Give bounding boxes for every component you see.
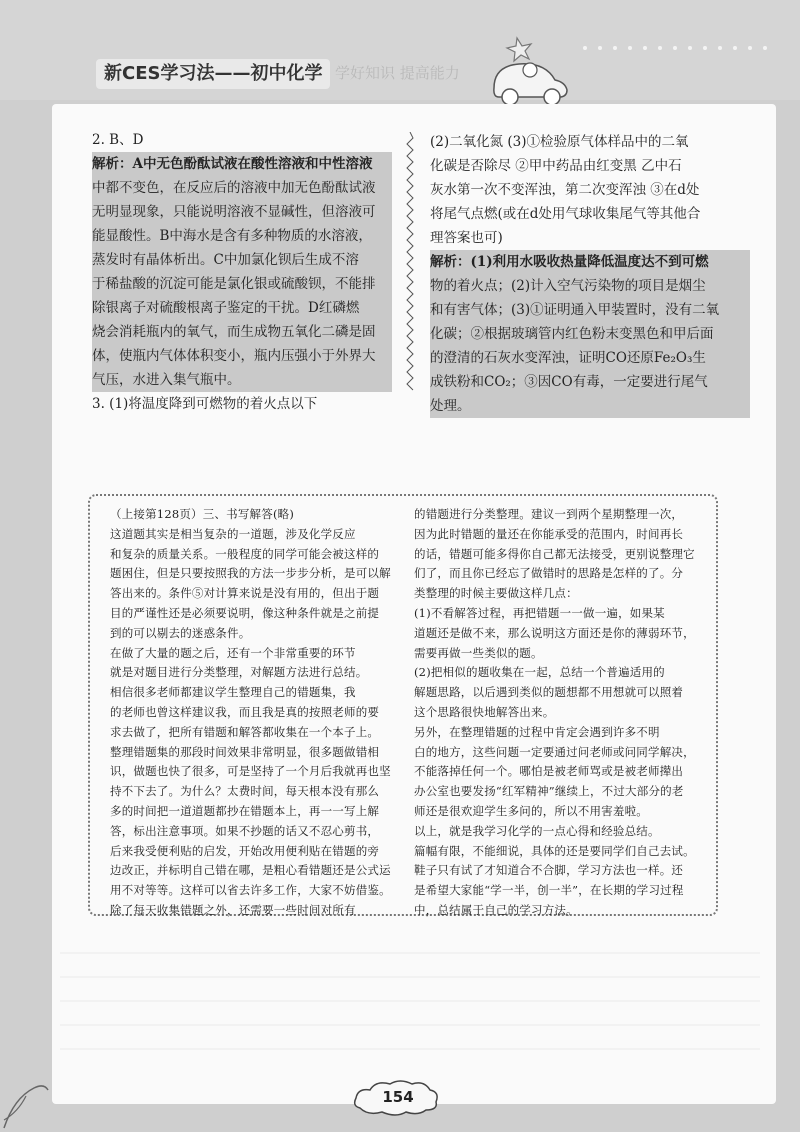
answer-column-left xyxy=(92,128,392,416)
analysis-line: 烧会消耗瓶内的氧气，而生成物五氧化二磷是固 xyxy=(92,324,376,340)
essay-line: 鞋子只有试了才知道合不合脚，学习方法也一样。还 xyxy=(414,863,684,878)
analysis-line: 解析：A中无色酚酞试液在酸性溶液和中性溶液 xyxy=(92,156,373,172)
analysis-line: 于稀盐酸的沉淀可能是氯化银或硫酸钡，不能排 xyxy=(92,276,376,292)
analysis-line: 成铁粉和CO₂；③因CO有毒，一定要进行尾气 xyxy=(430,374,708,390)
essay-line: 解题思路，以后遇到类似的题想都不用想就可以照着 xyxy=(414,685,684,700)
essay-column-right xyxy=(414,505,714,921)
essay-line: 师还是很欢迎学生多问的，所以不用害羞啦。 xyxy=(414,803,648,818)
q2-analysis-block xyxy=(92,152,392,392)
essay-line: 就是对题目进行分类整理，对解题方法进行总结。 xyxy=(110,665,368,680)
dotted-decoration-icon xyxy=(580,44,780,52)
essay-line: 这个思路很快地解答出来。 xyxy=(414,704,555,719)
page-number: 154 xyxy=(382,1088,414,1106)
essay-line: 类整理的时候主要做这样几点： xyxy=(414,586,578,601)
essay-line: 白的地方，这些问题一定要通过问老师或问同学解决， xyxy=(414,744,695,759)
faded-bleedthrough-area xyxy=(60,930,760,1050)
essay-line: 整理错题集的那段时间效果非常明显，很多题做错相 xyxy=(110,744,380,759)
essay-line: 在做了大量的题之后，还有一个非常重要的环节 xyxy=(110,645,356,660)
analysis-line: 中都不变色，在反应后的溶液中加无色酚酞试液 xyxy=(92,180,376,196)
answer-column-right xyxy=(430,130,750,418)
essay-line: 这道题其实是相当复杂的一道题，涉及化学反应 xyxy=(110,526,356,541)
essay-line: 不能落掉任何一个。哪怕是被老师骂或是被老师撵出 xyxy=(414,764,684,779)
essay-line: 因为此时错题的量还在你能承受的范围内，时间再长 xyxy=(414,526,684,541)
analysis-line: 的澄清的石灰水变浑浊，证明CO还原Fe₂O₃生 xyxy=(430,350,706,366)
essay-line: 边改正，并标明自己错在哪，是粗心看错题还是公式运 xyxy=(110,863,391,878)
analysis-line: 处理。 xyxy=(430,398,471,414)
column-divider-icon xyxy=(405,132,415,400)
essay-line: 另外，在整理错题的过程中肯定会遇到许多不明 xyxy=(414,724,660,739)
answer-line: (2)二氧化氮 (3)①检验原气体样品中的二氧 xyxy=(430,134,689,150)
analysis-line: 除银离子对硫酸根离子鉴定的干扰。D红磷燃 xyxy=(92,300,360,316)
essay-line: 的话，错题可能多得你自己都无法接受，更别说整理它 xyxy=(414,546,695,561)
essay-line: 的老师也曾这样建议我，而且我是真的按照老师的要 xyxy=(110,704,380,719)
essay-line: 和复杂的质量关系。一般程度的同学可能会被这样的 xyxy=(110,546,380,561)
essay-line: （上接第128页）三、书写解答(略) xyxy=(110,507,295,521)
analysis-line: 解析：(1)利用水吸收热量降低温度达不到可燃 xyxy=(430,254,709,270)
essay-line: 中，总结属于自己的学习方法。 xyxy=(414,902,578,917)
analysis-line: 体，使瓶内气体体积变小，瓶内压强小于外界大 xyxy=(92,348,376,364)
answer-line: 化碳是否除尽 ②甲中药品由红变黑 乙中石 xyxy=(430,158,682,174)
essay-line: 多的时间把一道道题都抄在错题本上，再一一写上解 xyxy=(110,803,380,818)
essay-line: 除了每天收集错题之外，还需要一些时间对所有 xyxy=(110,902,356,917)
essay-line: 篇幅有限，不能细说，具体的还是要同学们自己去试。 xyxy=(414,843,695,858)
analysis-line: 化碳；②根据玻璃管内红色粉末变黑色和甲后面 xyxy=(430,326,714,342)
analysis-line: 气压，水进入集气瓶中。 xyxy=(92,372,241,388)
essay-column-left xyxy=(110,505,400,921)
essay-line: (1)不看解答过程，再把错题一一做一遍，如果某 xyxy=(414,605,665,620)
essay-line: 需要再做一些类似的题。 xyxy=(414,645,543,660)
analysis-line: 和有害气体；(3)①证明通入甲装置时，没有二氧 xyxy=(430,302,720,318)
answer-line: 将尾气点燃(或在d处用气球收集尾气等其他合 xyxy=(430,206,701,222)
q3-answer: 3. (1)将温度降到可燃物的着火点以下 xyxy=(92,396,318,412)
q3-analysis-block xyxy=(430,250,750,418)
page-number-cloud xyxy=(350,1078,446,1118)
essay-line: 到的可以剔去的迷惑条件。 xyxy=(110,625,251,640)
essay-line: 以上，就是我学习化学的一点心得和经验总结。 xyxy=(414,823,660,838)
q2-answer: 2. B、D xyxy=(92,132,144,148)
essay-line: 持不下去了。为什么？太费时间，每天根本没有那么 xyxy=(110,784,380,799)
analysis-line: 蒸发时有晶体析出。C中加氯化钡后生成不溶 xyxy=(92,252,359,268)
analysis-line: 无明显现象，只能说明溶液不显碱性，但溶液可 xyxy=(92,204,376,220)
essay-line: 道题还是做不来，那么说明这方面还是你的薄弱环节， xyxy=(414,625,695,640)
series-title: 新CES学习法——初中化学 xyxy=(96,59,330,89)
analysis-line: 能显酸性。B中海水是含有多种物质的水溶液， xyxy=(92,228,372,244)
essay-line: 相信很多老师都建议学生整理自己的错题集，我 xyxy=(110,685,356,700)
essay-line: 办公室也要发扬“红军精神”继续上，不过大部分的老 xyxy=(414,784,684,799)
swirl-decoration-icon xyxy=(0,1060,60,1132)
essay-line: 是希望大家能“学一半，创一半”，在长期的学习过程 xyxy=(414,883,684,898)
essay-line: 答，标出注意事项。如果不抄题的话又不忍心剪书， xyxy=(110,823,380,838)
essay-line: 求去做了，把所有错题和解答都收集在一个本子上。 xyxy=(110,724,380,739)
essay-line: 答出来的。条件⑤对计算来说是没有用的，但出于题 xyxy=(110,586,380,601)
essay-line: 用不对等等。这样可以省去许多工作，大家不妨借鉴。 xyxy=(110,883,391,898)
essay-line: 后来我受便利贴的启发，开始改用便利贴在错题的旁 xyxy=(110,843,380,858)
analysis-line: 物的着火点；(2)计入空气污染物的项目是烟尘 xyxy=(430,278,706,294)
answer-line: 灰水第一次不变浑浊，第二次变浑浊 ③在d处 xyxy=(430,182,700,198)
essay-line: 们了，而且你已经忘了做错时的思路是怎样的了。分 xyxy=(414,566,684,581)
answer-line: 理答案也可) xyxy=(430,230,503,246)
cartoon-car-icon xyxy=(482,30,577,110)
essay-line: 的错题进行分类整理。建议一到两个星期整理一次， xyxy=(414,507,684,521)
essay-line: 识，做题也快了很多，可是坚持了一个月后我就再也坚 xyxy=(110,764,391,779)
essay-line: (2)把相似的题收集在一起，总结一个普遍适用的 xyxy=(414,665,665,680)
header-faded-slogan: 学好知识 提高能力 xyxy=(335,64,460,82)
essay-line: 目的严谨性还是必须要说明，像这种条件就是之前提 xyxy=(110,605,380,620)
essay-line: 题困住，但是只要按照我的方法一步步分析，是可以解 xyxy=(110,566,391,581)
